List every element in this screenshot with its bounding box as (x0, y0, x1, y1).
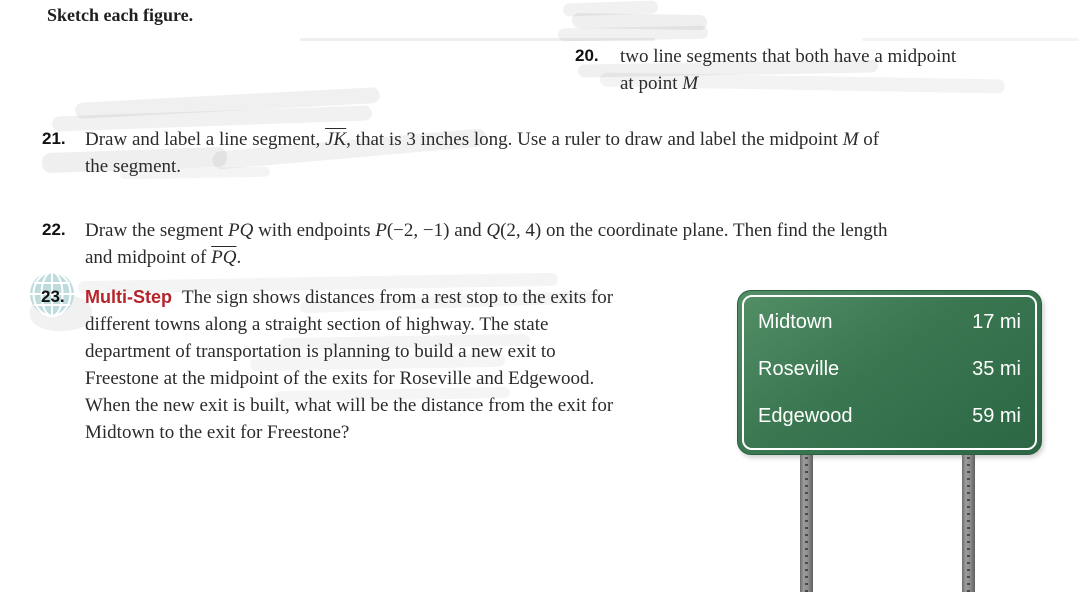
sign-post-left (800, 455, 813, 592)
sign-row-edgewood (758, 403, 1021, 430)
problem-23-line2: different towns along a straight section of highway. The state (85, 314, 549, 335)
town-distance: 17 mi (972, 311, 1021, 333)
highway-sign-panel (742, 295, 1037, 450)
post-rivets (967, 457, 970, 592)
problem-21-number: 21. (42, 129, 66, 148)
problem-22-number: 22. (42, 220, 66, 239)
problem-23-line1 (85, 284, 613, 311)
problem-20-line2 (620, 70, 698, 97)
segment-pq-overline-notation: $\overline{PQ}$ (211, 247, 237, 268)
eraser-smudge (75, 87, 380, 119)
problem-23-line6: Midtown to the exit for Freestone? (85, 422, 350, 443)
problem-22-line2 (85, 244, 241, 271)
sign-post-right (962, 455, 975, 592)
eraser-smudge (862, 38, 1079, 41)
problem-22-line1 (85, 217, 888, 244)
problem-23-line5: When the new exit is built, what will be the distance from the exit for (85, 395, 614, 416)
problem-22-text: and (449, 220, 487, 241)
eraser-smudge (300, 38, 655, 41)
segment-pq-notation: PQ (227, 220, 254, 241)
multi-step-tag: Multi-Step (85, 287, 172, 307)
problem-20-line1 (620, 43, 956, 70)
sign-row-midtown (758, 309, 1021, 336)
problem-20-text: two line segments that both have a midpoint (620, 46, 957, 67)
problem-22-text: Draw the segment (85, 220, 228, 241)
problem-21-text: Draw and label a line segment, (85, 129, 326, 150)
problem-21-text: , that is 3 inches long. Use a ruler to draw and label the midpoint (346, 129, 843, 150)
problem-23-text: The sign shows distances from a rest stop to the exits for (182, 287, 614, 308)
problem-21-line1 (85, 126, 879, 153)
page-title: Sketch each figure. (47, 5, 194, 25)
point-p-variable: P (375, 220, 387, 241)
problem-22-text: and midpoint of (85, 247, 212, 268)
eraser-smudge (572, 13, 707, 30)
problem-22-text: with endpoints (253, 220, 376, 241)
point-m-variable: M (682, 73, 699, 94)
post-rivets (805, 457, 808, 592)
eraser-smudge (563, 0, 658, 16)
segment-jk-notation: $\overline{JK}$ (325, 129, 347, 150)
problem-21-text: of (858, 129, 880, 150)
sign-row-roseville (758, 356, 1021, 383)
town-name: Midtown (758, 311, 833, 333)
town-name: Edgewood (758, 405, 853, 427)
highway-distance-sign (737, 290, 1042, 455)
problem-23-line4: Freestone at the midpoint of the exits for Roseville and Edgewood. (85, 368, 595, 389)
problem-22-text: . (236, 247, 242, 268)
problem-21-line2: the segment. (85, 156, 182, 177)
problem-22-text: on the coordinate plane. Then find the length (541, 220, 888, 241)
point-p-coords: (−2, −1) (386, 220, 450, 241)
problem-23-number: 23. (41, 287, 65, 306)
eraser-smudge (558, 26, 708, 42)
problem-20-number: 20. (575, 46, 599, 65)
point-q-variable: Q (486, 220, 501, 241)
problem-20-text: at point (620, 73, 683, 94)
town-distance: 35 mi (972, 358, 1021, 380)
town-distance: 59 mi (972, 405, 1021, 427)
point-q-coords: (2, 4) (500, 220, 542, 241)
midpoint-m-variable: M (842, 129, 859, 150)
town-name: Roseville (758, 358, 840, 380)
problem-23-line3: department of transportation is planning to build a new exit to (85, 341, 556, 362)
